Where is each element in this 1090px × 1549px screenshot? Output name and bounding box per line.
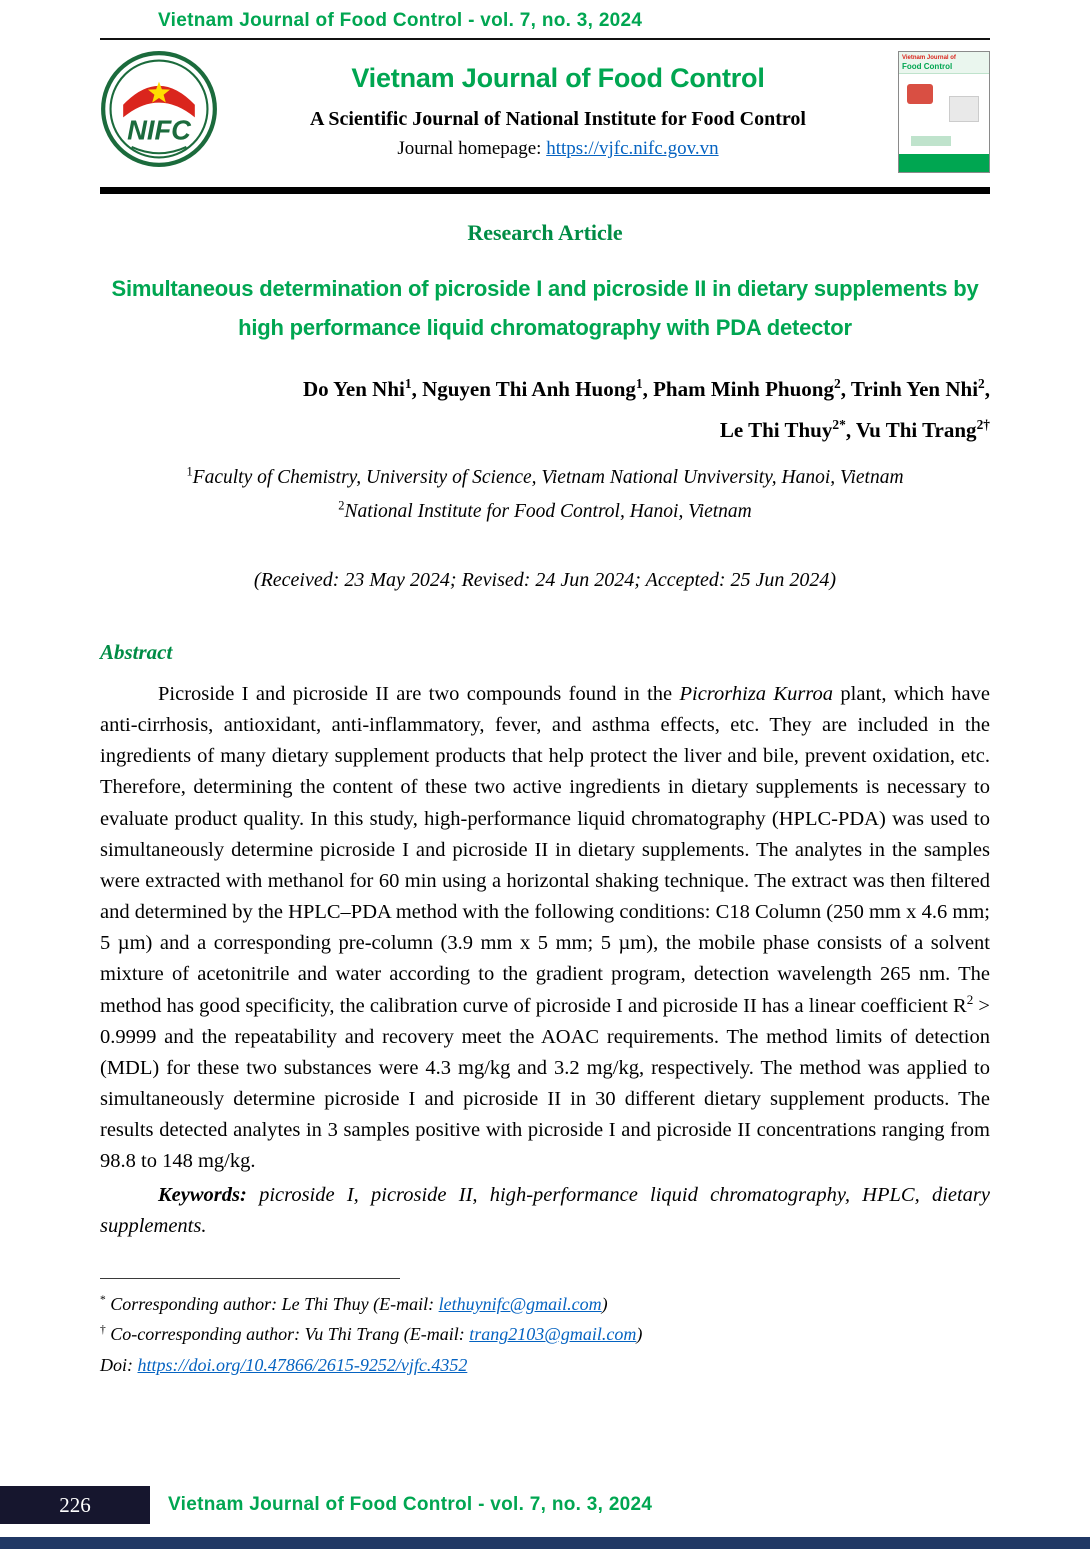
received-revised-accepted: (Received: 23 May 2024; Revised: 24 Jun 2024; Accepted: 25 Jun 2024) [253, 569, 837, 591]
masthead-center [218, 63, 898, 160]
text-segment: Doi: [100, 1355, 138, 1375]
text-segment: Picroside I and picroside II are two compounds found in the [158, 683, 680, 705]
footnote-doi [100, 1350, 990, 1381]
logo-text: NIFC [127, 114, 191, 146]
text-segment: Corresponding author: Le Thi Thuy (E-mail: [105, 1293, 439, 1314]
cover-title-bottom: Food Control [902, 61, 953, 71]
nifc-logo-graphic [100, 50, 218, 168]
affiliation-2 [100, 498, 990, 523]
superscript-marker: 1 [635, 376, 643, 391]
nifc-logo [100, 50, 218, 173]
cover-art-block-red [907, 84, 933, 104]
cover-art-block-green [911, 136, 951, 146]
superscript-marker: 2† [976, 417, 990, 432]
link[interactable]: https://doi.org/10.47866/2615-9252/vjfc.4352 [137, 1355, 468, 1375]
masthead-divider [100, 187, 990, 194]
cover-art-block-gray [949, 96, 979, 122]
bottom-edge-band [0, 1537, 1090, 1549]
superscript-marker: † [100, 1324, 106, 1337]
footnote-co-corresponding-author [100, 1319, 990, 1350]
superscript-marker: 2 [833, 376, 841, 391]
superscript-marker: 2 [338, 498, 345, 513]
text-segment: Do Yen Nhi [302, 377, 405, 401]
footnote-divider [100, 1278, 400, 1279]
text-segment: , Nguyen Thi Anh Huong [411, 377, 636, 401]
abstract-text [100, 679, 990, 1178]
link[interactable]: trang2103@gmail.com [469, 1324, 637, 1345]
homepage-label: Journal homepage: [397, 138, 547, 159]
superscript-marker: 2 [966, 991, 974, 1007]
article-title: Simultaneous determination of picroside I and picroside II in dietary supplements by high performance liquid chromatography with PDA detector [111, 276, 979, 340]
superscript-marker: 2* [832, 417, 846, 432]
abstract-heading: Abstract [100, 640, 173, 664]
masthead [100, 50, 990, 173]
cover-footer-band [899, 154, 989, 172]
footnote-corresponding-author [100, 1289, 990, 1320]
superscript-marker: 2 [978, 376, 985, 391]
journal-homepage [230, 138, 886, 160]
journal-subtitle: A Scientific Journal of National Institute for Food Control [310, 108, 806, 130]
text-segment: plant, which have anti-cirrhosis, antioxidant, anti-inflammatory, fever, and asthma effects, etc. They are included in the ingredients of many dietary supplement products that help protect the liver and bile, prevent oxidation, etc. Therefore, determining the content of these two active ingredients in dietary supplements is necessary to evaluate product quality. In this study, high-performance liquid chromatography (HPLC-PDA) was used to simultaneously determine picroside I and picroside II in dietary supplements. The analytes in the samples were extracted with methanol for 60 min using a horizontal shaking technique. The extract was then filtered and determined by the HPLC–PDA method with the following conditions: C18 Column (250 mm x 4.6 mm; 5 µm) and a corresponding pre-column (3.9 mm x 5 mm; 5 µm), the mobile phase consists of a solvent mixture of acetonitrile and water according to the gradient program, detection wavelength 265 nm. The method has good specificity, the calibration curve of picroside I and picroside II has a linear coefficient R [100, 683, 990, 1017]
text-segment: , Trinh Yen Nhi [840, 377, 979, 401]
article-type-heading: Research Article [467, 220, 623, 245]
footer-journal-line: Vietnam Journal of Food Control - vol. 7, no. 3, 2024 [168, 1494, 653, 1515]
text-segment: ) [601, 1293, 608, 1314]
text-segment: National Institute for Food Control, Hanoi, Vietnam [344, 501, 752, 522]
page-footer [0, 1486, 652, 1524]
text-segment: , [984, 377, 990, 401]
text-segment: Co-corresponding author: Vu Thi Trang (E-mail: [105, 1324, 470, 1345]
text-segment: Picrorhiza Kurroa [679, 683, 834, 705]
footnotes [100, 1289, 990, 1381]
text-segment: ) [636, 1324, 643, 1345]
superscript-marker: 1 [186, 464, 193, 479]
text-segment: Le Thi Thuy [719, 418, 833, 442]
keywords [100, 1180, 990, 1242]
superscript-marker: 1 [404, 376, 412, 391]
journal-title: Vietnam Journal of Food Control [351, 63, 765, 93]
header-divider [100, 38, 990, 40]
authors-line-1 [100, 377, 990, 402]
link[interactable]: lethuynifc@gmail.com [438, 1293, 602, 1314]
affiliation-1 [100, 464, 990, 489]
text-segment: > 0.9999 and the repeatability and recovery meet the AOAC requirements. The method limits of detection (MDL) for these two substances were 4.3 mg/kg and 3.2 mg/kg, respectively. The method was applied to simultaneously determine picroside I and picroside II in 30 different dietary supplement products. The results detected analytes in 3 samples positive with picroside I and picroside II concentrations ranging from 98.8 to 148 mg/kg. [100, 994, 990, 1173]
text-segment: , Vu Thi Trang [845, 418, 977, 442]
journal-cover-thumbnail [898, 51, 990, 173]
cover-art [899, 74, 989, 153]
text-segment: picroside I, picroside II, high-performance liquid chromatography, HPLC, dietary supplements. [100, 1183, 991, 1237]
cover-header [899, 52, 989, 75]
text-segment: Faculty of Chemistry, University of Science, Vietnam National Unviversity, Hanoi, Vietnam [192, 467, 904, 488]
text-segment: , Pham Minh Phuong [642, 377, 834, 401]
running-head: Vietnam Journal of Food Control - vol. 7, no. 3, 2024 [158, 10, 643, 31]
authors-line-2 [100, 418, 990, 443]
superscript-marker: * [100, 1293, 106, 1306]
cover-title-top: Vietnam Journal of [902, 54, 956, 61]
text-segment: Keywords: [158, 1183, 260, 1206]
page-number: 226 [0, 1486, 150, 1524]
homepage-link[interactable]: https://vjfc.nifc.gov.vn [546, 138, 719, 159]
